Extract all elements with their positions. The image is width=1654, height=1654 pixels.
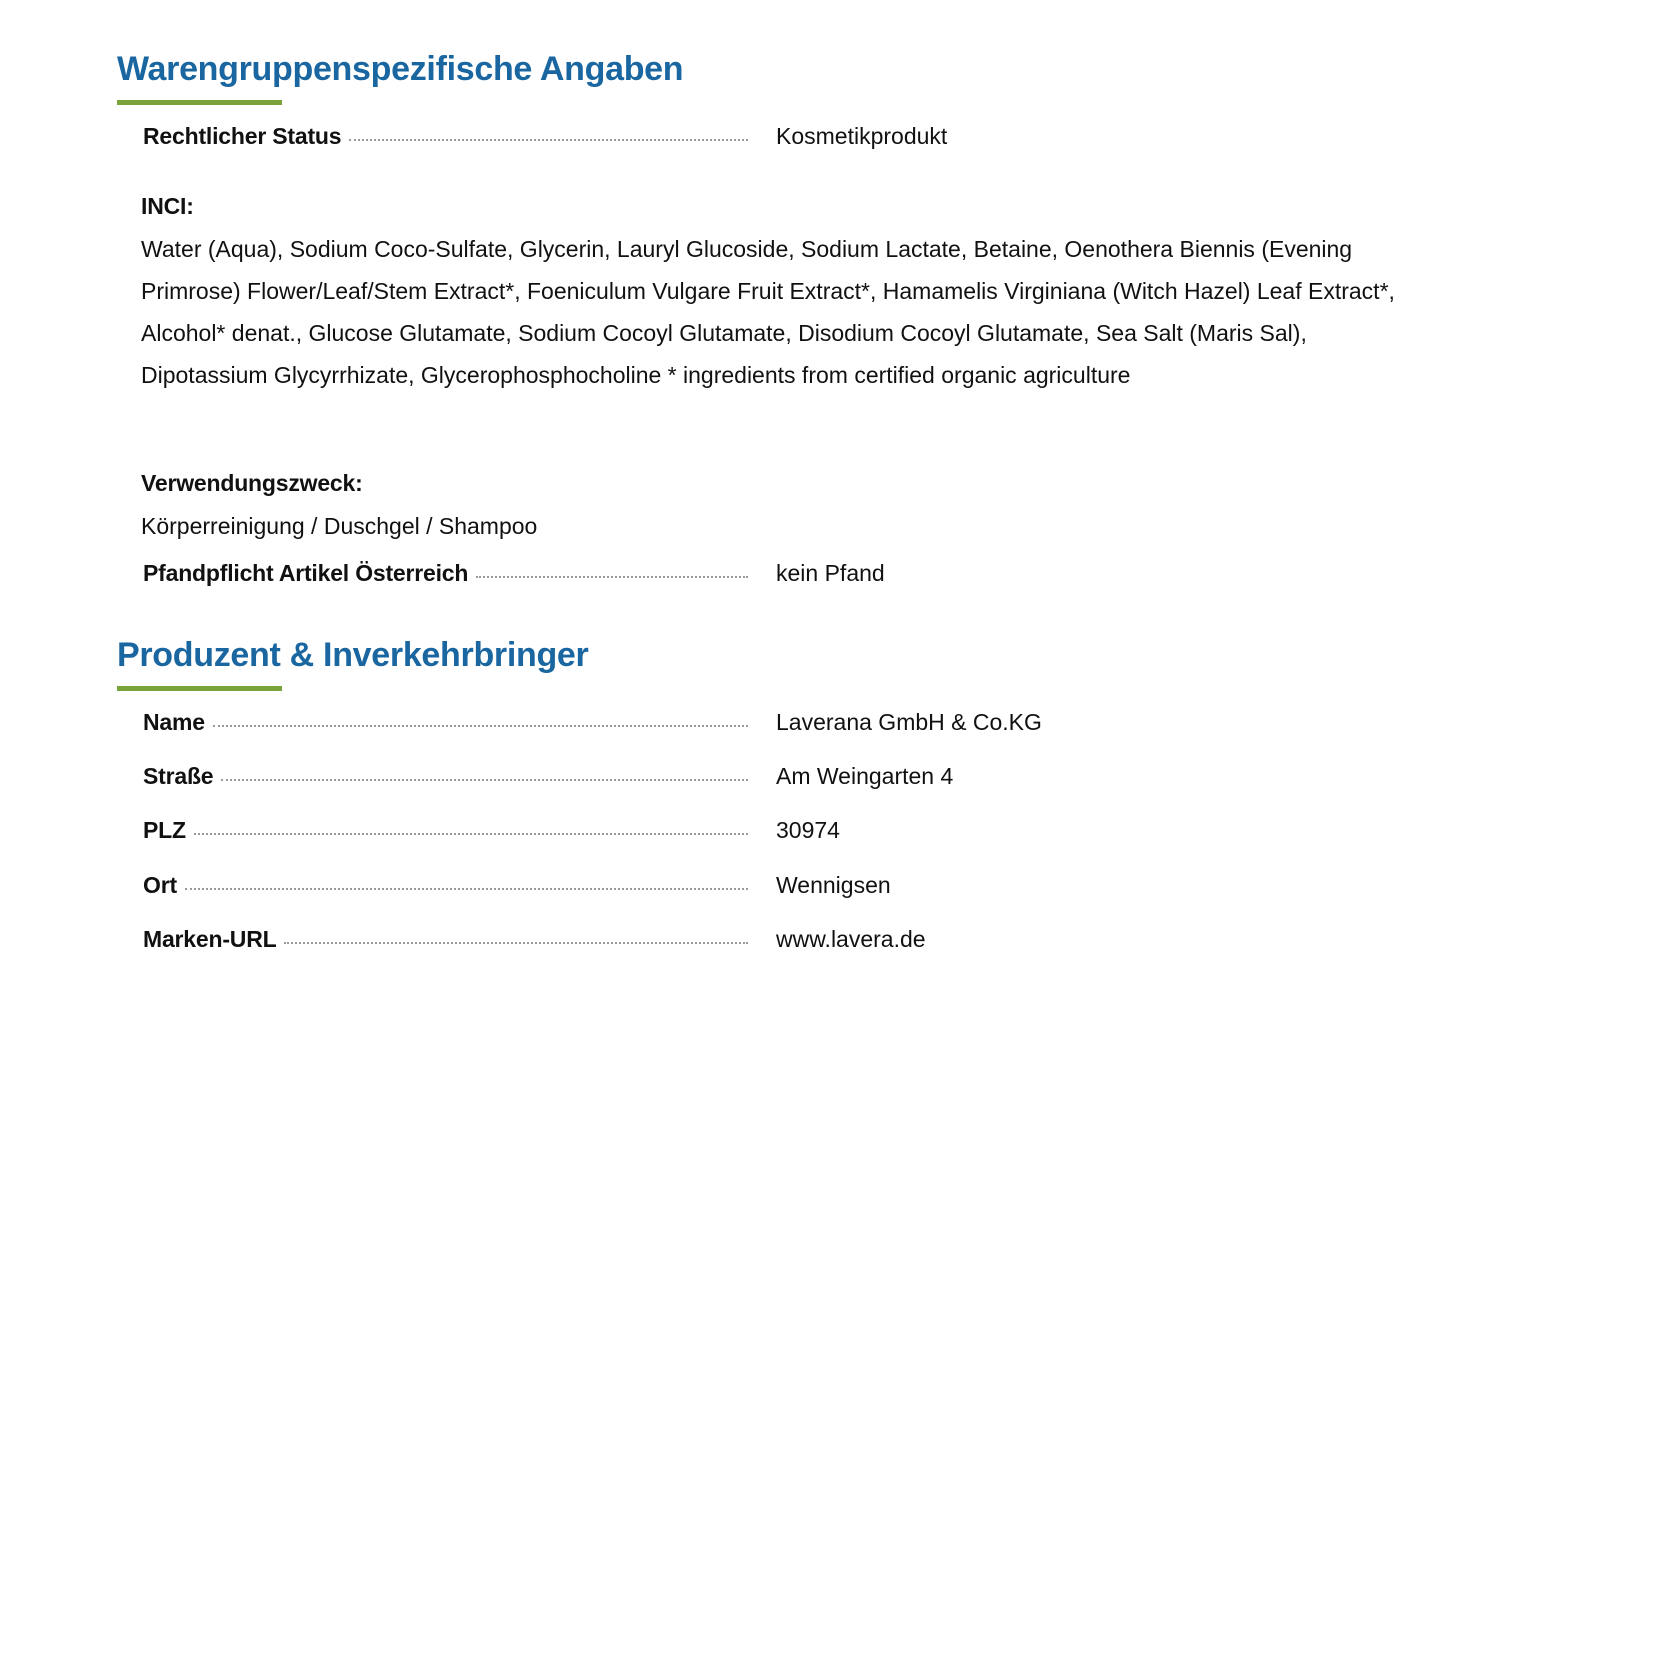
- dotted-leader: [284, 941, 748, 944]
- field-row-ort: [143, 872, 1243, 908]
- dotted-leader: [194, 832, 748, 835]
- field-value: Am Weingarten 4: [776, 763, 954, 789]
- usage-text: Körperreinigung / Duschgel / Shampoo: [141, 513, 538, 539]
- field-row-marken-url: [143, 926, 1243, 962]
- dotted-leader: [349, 138, 748, 141]
- field-value: kein Pfand: [776, 560, 885, 586]
- field-row-rechtlicher-status: [143, 123, 1243, 159]
- inci-text: Water (Aqua), Sodium Coco-Sulfate, Glycerin, Lauryl Glucoside, Sodium Lactate, Betaine, Oenothera Biennis (Evening Primrose) Flower/Leaf/Stem Extract*, Foeniculum Vulgare Fruit Extract*, Hamamelis Virginiana (Witch Hazel) Leaf Extract*, Alcohol* denat., Glucose Glutamate, Sodium Cocoyl Glutamate, Disodium Cocoyl Glutamate, Sea Salt (Maris Sal), Dipotassium Glycyrrhizate, Glycerophosphocholine * ingredients from certified organic agriculture: [141, 236, 1395, 388]
- field-row-name: [143, 709, 1243, 745]
- field-label: Rechtlicher Status: [143, 123, 342, 149]
- section-underline: [117, 686, 282, 691]
- field-label: Straße: [143, 763, 214, 789]
- field-label: Ort: [143, 872, 177, 898]
- field-value: Kosmetikprodukt: [776, 123, 948, 149]
- section-title-warengruppe: Warengruppenspezifische Angaben: [117, 50, 684, 88]
- field-row-strasse: [143, 763, 1243, 799]
- field-value: www.lavera.de: [776, 926, 926, 952]
- field-label: PLZ: [143, 817, 186, 843]
- usage-label: Verwendungszweck:: [141, 470, 363, 496]
- dotted-leader: [476, 575, 748, 578]
- dotted-leader: [185, 887, 748, 890]
- field-row-plz: [143, 817, 1243, 853]
- field-label: Name: [143, 709, 205, 735]
- dotted-leader: [221, 778, 748, 781]
- field-value: Laverana GmbH & Co.KG: [776, 709, 1042, 735]
- section-title-produzent: Produzent & Inverkehrbringer: [117, 636, 589, 674]
- dotted-leader: [213, 724, 748, 727]
- field-label: Marken-URL: [143, 926, 277, 952]
- section-underline: [117, 100, 282, 105]
- field-row-pfandpflicht: [143, 560, 1243, 596]
- field-value: Wennigsen: [776, 872, 891, 898]
- inci-label: INCI:: [141, 193, 194, 219]
- field-value: 30974: [776, 817, 840, 843]
- field-label: Pfandpflicht Artikel Österreich: [143, 560, 469, 586]
